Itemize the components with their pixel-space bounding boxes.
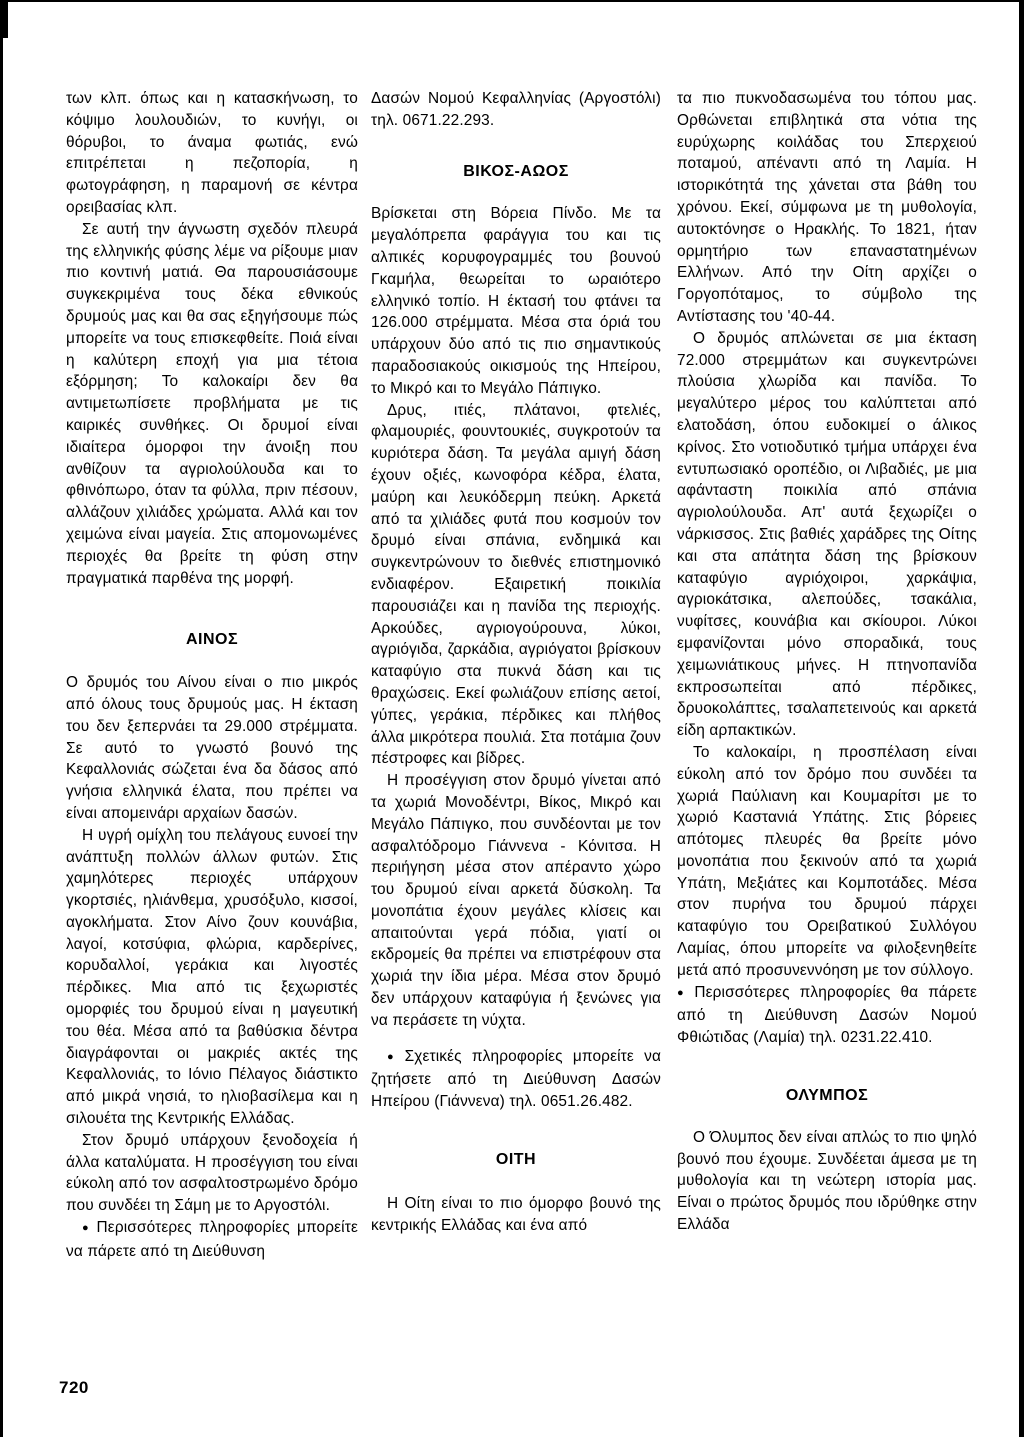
paragraph: Στον δρυμό υπάρχουν ξενοδοχεία ή άλλα καταλύματα. Η προσέγγιση του είναι εύκολη από τον ασφαλτοστρωμένο δρόμο που συνδέει τη Σάμη με το Αργοστόλι. [66, 1131, 358, 1215]
paragraph: ● Σχετικές πληροφορίες μπορείτε να ζητήσετε από τη Διεύθυνση Δασών Ηπείρου (Γιάννενα) τηλ. 0651.26.482. [371, 1046, 661, 1113]
column-3 [677, 88, 977, 1236]
section-heading-olympos: ΟΛΥΜΠΟΣ [785, 1087, 869, 1105]
paragraph: Βρίσκεται στη Βόρεια Πίνδο. Με τα μεγαλόπρεπα φαράγγια του και τις αλπικές κορυφογραμμές του βουνού Γκαμήλα, θεωρείται το ωραιότερο ελληνικό τοπίο. Η έκτασή του φτάνει τα 126.000 στρέμματα. Μέσα στα όριά του υπάρχουν δύο από τις πιο σημαντικούς παραδοσιακούς οικισμούς της Ηπείρου, το Μικρό και το Μεγάλο Πάπιγκο. [371, 205, 661, 397]
paragraph: Η Οίτη είναι το πιο όμορφο βουνό της κεντρικής Ελλάδας και ένα από [371, 1194, 661, 1234]
section-heading-ainos: ΑΙΝΟΣ [185, 631, 239, 649]
page-number: 720 [59, 1378, 89, 1397]
paragraph: ● Περισσότερες πληροφορίες μπορείτε να πάρετε από τη Διεύθυνση [66, 1217, 358, 1263]
paragraph: Η προσέγγιση στον δρυμό γίνεται από τα χωριά Μονοδέντρι, Βίκος, Μικρό και Μεγάλο Πάπιγκο, που συνδέονται με τον ασφαλτόδρομο Γιάννενα - Κόνιτσα. Η περιήγηση μέσα στον απέραντο χώρο του δρυμού είναι αρκετά δύσκολη. Τα μονοπάτια έχουν μεγάλες κλίσεις και απαιτούνται γερά πόδια, γιατί οι εκδρομείς θα πρέπει να επιστρέφουν στα χωριά την ίδια μέρα. Μέσα στον δρυμό δεν υπάρχουν καταφύγια ή ξενώνες για να περάσετε τη νύχτα. [371, 772, 661, 1029]
section-heading-vikos-aoos: ΒΙΚΟΣ-ΑΩΟΣ [463, 162, 569, 180]
column-2 [371, 88, 661, 1236]
paragraph: Η υγρή ομίχλη του πελάγους ευνοεί την ανάπτυξη πολλών άλλων φυτών. Στις χαμηλότερες περιοχές υπάρχουν γκορτσιές, ηλιάνθεμα, χρυσόξυλο, κισσοί, αγοκλήματα. Στον Αίνο ζουν κουνάβια, λαγοί, κοτσύφια, φλώρια, καρδερίνες, κορυδαλλοί, γεράκια και λιγοστές πέρδικες. Μια από τις ξεχωριστές ομορφιές του δρυμού είναι η μαγευτική του θέα. Μέσα από τα βαθύσκια δέντρα διαγράφονται οι μακριές ακτές της Κεφαλλονιάς, το Ιόνιο Πέλαγος διάστικτο από μικρά νησιά, το ηλιοβασίλεμα και η σιλουέτα της Κεντρικής Ελλάδας. [66, 826, 358, 1128]
paragraph: ● Περισσότερες πληροφορίες θα πάρετε από τη Διεύθυνση Δασών Νομού Φθιώτιδας (Λαμία) τηλ. 0231.22.410. [677, 982, 977, 1049]
paragraph: Ο δρυμός του Αίνου είναι ο πιο μικρός από όλους τους δρυμούς μας. Η έκταση του δεν ξεπερνάει τα 29.000 στρέμματα. Σε αυτό το γνωστό βουνό της Κεφαλλονιάς σώζεται ένα δα δάσος από γνήσια ελληνικά έλατα, που πρέπει να είναι απομεινάρι αρχαίων δασών. [66, 674, 358, 822]
paragraph: τα πιο πυκνοδασωμένα του τόπου μας. Ορθώνεται επιβλητικά στα νότια της ευρύχωρης κοιλάδας του Σπερχειού ποταμού, απέναντι από τη Λαμία. Η ιστορικότητά της χάνεται στα βάθη του χρόνου. Εκεί, σύμφωνα με τη μυθολογία, αυτοκτόνησε ο Ηρακλής. Το 1821, ήταν ορμητήριο των επαναστατημένων Ελλήνων. Από την Οίτη αρχίζει ο Γοργοπόταμος, το σύμβολο της Αντίστασης του '40-44. [677, 90, 977, 325]
section-heading-oiti: ΟΙΤΗ [495, 1151, 537, 1169]
page-right-edge [1019, 0, 1024, 1437]
page-left-edge [0, 0, 3, 1437]
paragraph: Το καλοκαίρι, η προσπέλαση είναι εύκολη από τον δρόμο που συνδέει τα χωριά Παύλιανη και Κουμαρίτσι με το χωριό Καστανιά Υπάτης. Στις βόρειες απότομες πλευρές θα βρείτε μόνο μονοπάτια που ξεκινούν από τα χωριά Υπάτη, Μεξιάτες και Κομποτάδες. Μέσα στον πυρήνα του δρυμού πάρχει καταφύγιο του Ορειβατικού Συλλόγου Λαμίας, όπου μπορείτε να φιλοξενηθείτε μετά από προσυνεννόηση με τον σύλλογο. [677, 743, 977, 979]
page-top-rule [0, 0, 1024, 2]
paragraph: των κλπ. όπως και η κατασκήνωση, το κόψιμο λουλουδιών, το κυνήγι, οι θόρυβοι, το άναμα φωτιάς, ενώ επιτρέπεται η πεζοπορία, η φωτογράφηση, η παραμονή σε κέντρα ορειβασίας κλπ. [66, 90, 358, 216]
paragraph: Δασών Νομού Κεφαλληνίας (Αργοστόλι) τηλ. 0671.22.293. [371, 90, 661, 129]
paragraph: Ο Όλυμπος δεν είναι απλώς το πιο ψηλό βουνό που έχουμε. Συνδέεται άμεσα με τη μυθολογία και τη νεώτερη ιστορία μας. Είναι ο πρώτος δρυμός που ιδρύθηκε στην Ελλάδα [677, 1128, 977, 1234]
paragraph: Δρυς, ιτιές, πλάτανοι, φτελιές, φλαμουριές, φουντουκιές, συγκροτούν τα κυριότερα δάση. Τα μεγάλα αμιγή δάση έχουν οξιές, κωνοφόρα κέδρα, έλατα, μαύρη και λευκόδερμη πεύκη. Αρκετά από τα χιλιάδες φυτά που κοσμούν τον δρυμό είναι σπάνια, ενδημικά και συγκεντρώνουν το διεθνές επιστημονικό ενδιαφέρον. Εξαιρετική ποικιλία παρουσιάζει και η πανίδα της περιοχής. Αρκούδες, αγριογούρουνα, λύκοι, αγριόγιδα, ζαρκάδια, αγριόγατοι βρίσκουν καταφύγιο στα πυκνά δάση και τις θραχώσεις. Εκεί φωλιάζουν επίσης αετοί, γύπες, γεράκια, πέρδικες και πλήθος άλλα μικρότερα πουλιά. Στα ποτάμια ζουν πέστροφες και βίδρες. [371, 401, 661, 768]
paragraph: Σε αυτή την άγνωστη σχεδόν πλευρά της ελληνικής φύσης λέμε να ρίξουμε μιαν πιο κοντινή ματιά. Θα παρουσιάσουμε συγκεκριμένα τους δέκα εθνικούς δρυμούς μας και θα σας εξηγήσουμε πώς μπορείτε να τους επισκεφθείτε. Ποιά είναι η καλύτερη εποχή για μια τέτοια εξόρμηση; Το καλοκαίρι δεν θα αντιμετωπίσετε προβλήματα με τις καιρικές συνθήκες. Οι δρυμοί είναι ιδιαίτερα όμορφοι την άνοιξη που ανθίζουν τα αγριολούλουδα και το φθινόπωρο, όταν τα φύλλα, πριν πέσουν, αλλάζουν χιλιάδες χρώματα. Αλλά και τον χειμώνα είναι μαγεία. Στις απομονωμένες περιοχές θα βρείτε τη φύση στην πραγματικά παρθένα της μορφή. [66, 220, 358, 587]
column-1 [66, 88, 358, 1263]
paragraph: Ο δρυμός απλώνεται σε μια έκταση 72.000 στρεμμάτων και συγκεντρώνει πλούσια χλωρίδα και πανίδα. Το μεγαλύτερο μέρος του καλύπτεται από ελατοδάση, όπου ευδοκιμεί ο άλικος κρίνος. Στο νοτιοδυτικό τμήμα υπάρχει ένα εντυπωσιακό οροπέδιο, οι Λιβαδιές, με μια αφάνταστη ποικιλία από σπάνια αγριολούλουδα. Απ' αυτά ξεχωρίζει ο νάρκισσος. Στις βαθιές χαράδρες της Οίτης και στα απάτητα δάση της βρίσκουν καταφύγιο αγριόχοιροι, χαρκάψια, αγριοκάτσικα, αλεπούδες, τσακάλια, νυφίτσες, κουνάβια και σκίουροι. Λύκοι εμφανίζονται μόνο σποραδικά, τους χειμωνιάτικους μήνες. Η πτηνοπανίδα εκπροσωπείται από πέρδικες, δρυοκολάπτες, τσαλαπετεινούς και αρκετά είδη αρπακτικών. [677, 329, 977, 740]
page-corner-mark [0, 0, 8, 38]
